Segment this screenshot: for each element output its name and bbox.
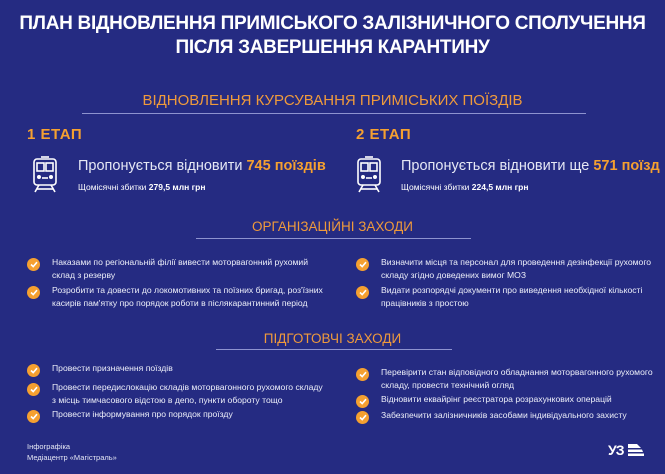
org-item [356,256,656,281]
check-icon [356,258,369,271]
prep-item [356,366,656,391]
section-divider-prep [216,349,452,350]
prep-item [27,381,327,406]
stage-2-loss-value: 224,5 млн грн [471,182,529,192]
svg-text:УЗ: УЗ [608,442,624,458]
section-divider-org [196,238,471,239]
stage-2-loss-label: Щомісячні збитки [401,182,472,192]
org-item [27,284,327,309]
page-title-line2: ПІСЛЯ ЗАВЕРШЕННЯ КАРАНТИНУ [175,37,490,58]
stage-2-loss [401,182,528,192]
stage-1-loss [78,182,205,192]
section-title-org: ОРГАНІЗАЦІЙНІ ЗАХОДИ [251,219,414,234]
section-divider-restore [82,113,586,114]
stage-1-loss-value: 279,5 млн грн [148,182,206,192]
check-icon [27,258,40,271]
check-icon [27,364,40,377]
credit-line1: Інфографіка [27,442,71,451]
check-icon [356,286,369,299]
prep-item-text: Забезпечити залізничників засобами індивідуального захисту [381,410,627,420]
check-icon [356,411,369,424]
check-icon [27,286,40,299]
page-title-line1: ПЛАН ВІДНОВЛЕННЯ ПРИМІСЬКОГО ЗАЛІЗНИЧНОГО СПОЛУЧЕННЯ [19,13,646,34]
stage-2-proposal-text: Пропонується відновити ще [401,158,594,174]
uz-logo-icon [608,442,644,458]
stage-2-train-count: 571 поїзд [593,158,660,174]
check-icon [356,395,369,408]
prep-item [356,409,656,424]
stage-1-label: 1 ЕТАП [27,126,83,143]
prep-item [27,408,327,423]
org-item [27,256,327,281]
org-item-text: Видати розпорядчі документи про виведення необхідної кількості працівників з простою [381,285,643,308]
prep-item-text: Відновити еквайрінг реєстратора розрахункових операцій [381,394,612,404]
section-title-restore: ВІДНОВЛЕННЯ КУРСУВАННЯ ПРИМІСЬКИХ ПОЇЗДІВ [142,92,523,109]
org-item [356,284,656,309]
prep-item [27,362,327,377]
prep-item-text: Провести призначення поїздів [52,363,173,373]
check-icon [27,383,40,396]
stage-1-loss-label: Щомісячні збитки [78,182,149,192]
prep-item-text: Провести передислокацію складів моторвагонного рухомого складу з місць тимчасового відстою в депо, пункти обороту тощо [52,382,323,405]
footer-credit [27,441,117,463]
stage-1-proposal [78,158,326,174]
stage-2-label: 2 ЕТАП [356,126,412,143]
org-item-text: Розробити та довести до локомотивних та поїзних бригад, роз'їзних касирів пам'ятку про порядок роботи в післякарантинний період [52,285,323,308]
credit-line2: Медіацентр «Магістраль» [27,453,117,462]
prep-item-text: Провести інформування про порядок проїзду [52,409,233,419]
stage-1-proposal-text: Пропонується відновити [78,158,247,174]
org-item-text: Визначити місця та персонал для проведення дезінфекції рухомого складу згідно доведених вимог МОЗ [381,257,652,280]
stage-2-proposal [401,158,660,174]
stage-1-train-count: 745 поїздів [246,158,326,174]
section-title-prep: ПІДГОТОВЧІ ЗАХОДИ [263,331,402,346]
prep-item-text: Перевірити стан відповідного обладнання моторвагонного рухомого складу, провести технічний огляд [381,367,653,390]
train-icon [355,156,385,194]
check-icon [356,368,369,381]
check-icon [27,410,40,423]
train-icon [31,156,61,194]
prep-item [356,393,656,408]
org-item-text: Наказами по регіональній філії вивести моторвагонний рухомий склад з резерву [52,257,309,280]
